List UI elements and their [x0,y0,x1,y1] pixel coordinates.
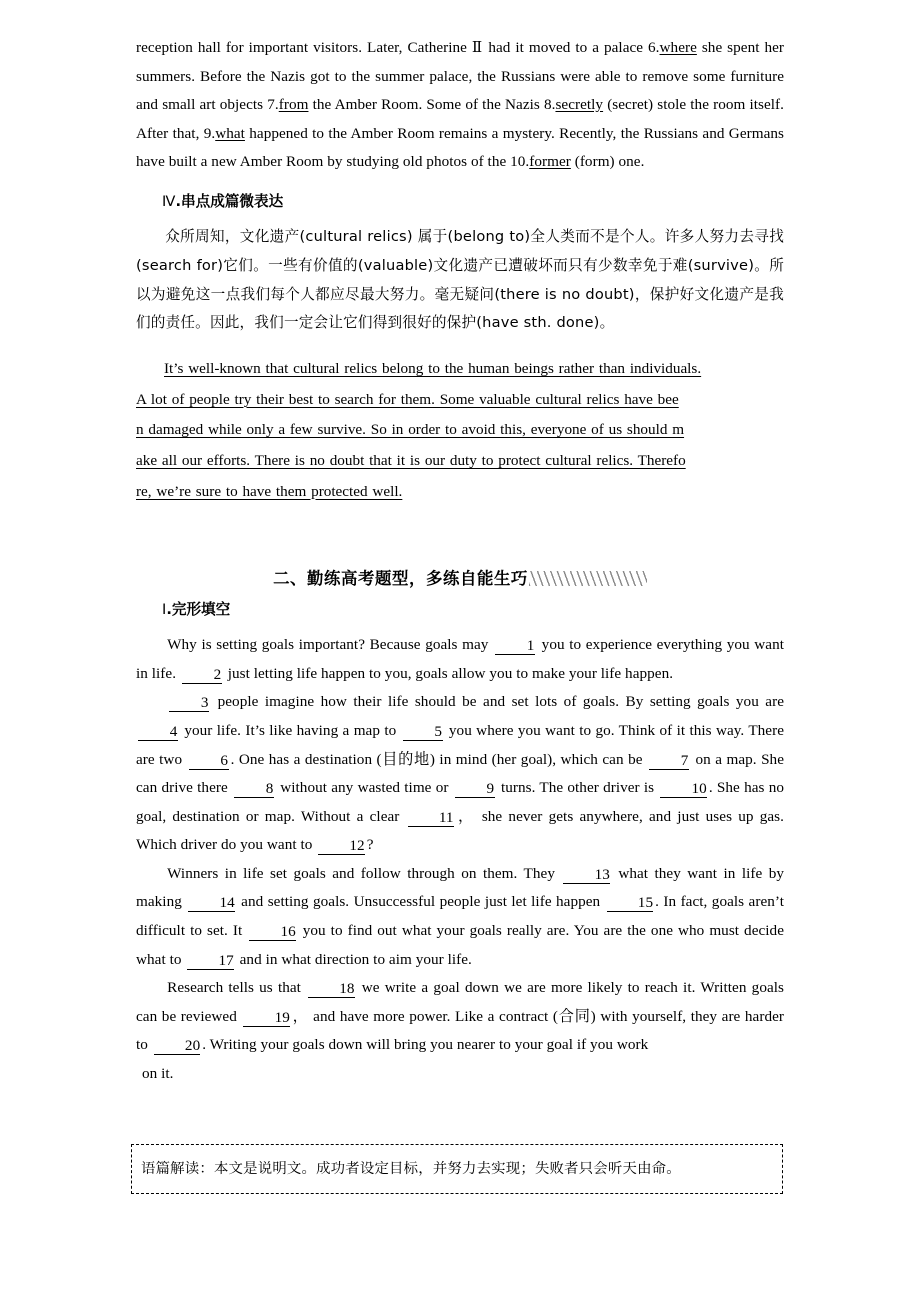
cloze-blank-5[interactable]: 5 [403,723,443,741]
passage-analysis-box [131,1144,783,1194]
micro-writing-heading-text: .串点成篇微表达 [175,192,284,210]
answer-line: re, we’re sure to have them protected well. [136,482,403,500]
hatch-decoration-icon [529,571,647,586]
cloze-blank-20[interactable]: 20 [154,1037,200,1055]
cloze-paragraph: Winners in life set goals and follow through on them. They 13 what they want in life by making 14 and setting goals. Unsuccessful people just let life happen 15 . In fact, goals aren’t difficult to set. It 16 you to find out what your goals really are. You are the one who must decide what to 17 and in what direction to aim your life. [136,864,784,969]
cloze-blank-12[interactable]: 12 [318,837,364,855]
micro-writing-heading [136,189,784,215]
cloze-tail-line: on it. [142,1065,174,1083]
cloze-heading-text: .完形填空 [166,601,231,619]
cloze-blank-2[interactable]: 2 [182,666,222,684]
cloze-blank-11[interactable]: 11 [408,809,454,827]
cloze-blank-3[interactable]: 3 [169,694,209,712]
answer-line: It’s well-known that cultural relics belong to the human beings rather than individuals. [164,360,702,378]
cloze-blank-9[interactable]: 9 [455,780,495,798]
passage-analysis-text: 语篇解读：本文是说明文。成功者设定目标，并努力去实现；失败者只会听天由命。 [141,1161,681,1177]
cloze-paragraph: 3 people imagine how their life should be and set lots of goals. By setting goals you are 4 your life. It’s like having a map to 5 you where you want to go. Think of it this way. There are two 6 . One has a destination (目的地) in mind (her goal), which can be 7 on a map. She can drive there 8 without any wasted time or 9 turns. The other driver is 10 . She has no goal, destination or map. Without a clear 11 ， she never gets anywhere, and just uses up gas. Which driver do you want to 12 ? [136,693,785,855]
cloze-blank-1[interactable]: 1 [495,637,535,655]
document-page [136,0,784,1089]
filled-answer: what [215,124,245,142]
micro-writing-prompt: 众所周知，文化遗产(cultural relics) 属于(belong to)全人类而不是个人。许多人努力去寻找(search for)它们。一些有价值的(valuable)文化遗产已遭破坏而只有少数幸免于难(survive)。所以为避免这一点我们每个人都应尽最大努力。毫无疑问(there is no doubt)，保护好文化遗产是我们的责任。因此，我们一定会让它们得到很好的保护(have sth. done)。 [136,227,784,332]
cloze-paragraph: Research tells us that 18 we write a goal down we are more likely to reach it. Written goals can be reviewed 19 ， and have more power. Like a contract (合同) with yourself, they are harder to 20 . Writing your goals down will bring you nearer to your goal if you work [136,979,784,1055]
answer-line: ake all our efforts. There is no doubt that it is our duty to protect cultural relics. Therefo [136,451,686,469]
cloze-blank-13[interactable]: 13 [563,866,609,884]
cloze-blank-8[interactable]: 8 [234,780,274,798]
cloze-paragraph: Why is setting goals important? Because goals may 1 you to experience everything you want in life. 2 just letting life happen to you, goals allow you to make your life happen. [136,636,784,683]
cloze-blank-16[interactable]: 16 [249,923,295,941]
cloze-blank-17[interactable]: 17 [187,952,233,970]
cloze-blank-14[interactable]: 14 [188,894,234,912]
filled-answer: secretly [555,96,604,114]
cloze-heading [136,597,784,623]
cloze-heading-roman: Ⅰ [162,602,167,619]
cloze-body [136,631,784,1060]
filled-answer: former [529,153,571,171]
cloze-blank-19[interactable]: 19 [243,1009,289,1027]
filled-answer: where [659,39,697,56]
micro-writing-heading-roman: Ⅳ [162,193,176,210]
micro-writing-answer [136,354,784,507]
cloze-blank-6[interactable]: 6 [189,752,229,770]
answer-line: A lot of people try their best to search for them. Some valuable cultural relics have bee [136,390,679,408]
cloze-blank-10[interactable]: 10 [660,780,706,798]
section-two-heading [136,565,784,589]
grammar-fill-passage: reception hall for important visitors. Later, Catherine Ⅱ had it moved to a palace 6.where she spent her summers. Before the Nazis got to the summer palace, the Russians were able to remove some furniture and small art objects 7.from the Amber Room. Some of the Nazis 8.secretly (secret) stole the room itself. After that, 9.what happened to the Amber Room remains a mystery. Recently, the Russians and Germans have built a new Amber Room by studying old photos of the 10.former (form) one. [136,39,784,171]
cloze-blank-4[interactable]: 4 [138,723,178,741]
cloze-blank-18[interactable]: 18 [308,980,354,998]
cloze-blank-7[interactable]: 7 [649,752,689,770]
filled-answer: from [278,96,309,114]
section-two-title: 二、勤练高考题型，多练自能生巧 [273,569,528,589]
answer-line: n damaged while only a few survive. So in order to avoid this, everyone of us should m [136,421,685,439]
cloze-blank-15[interactable]: 15 [607,894,653,912]
